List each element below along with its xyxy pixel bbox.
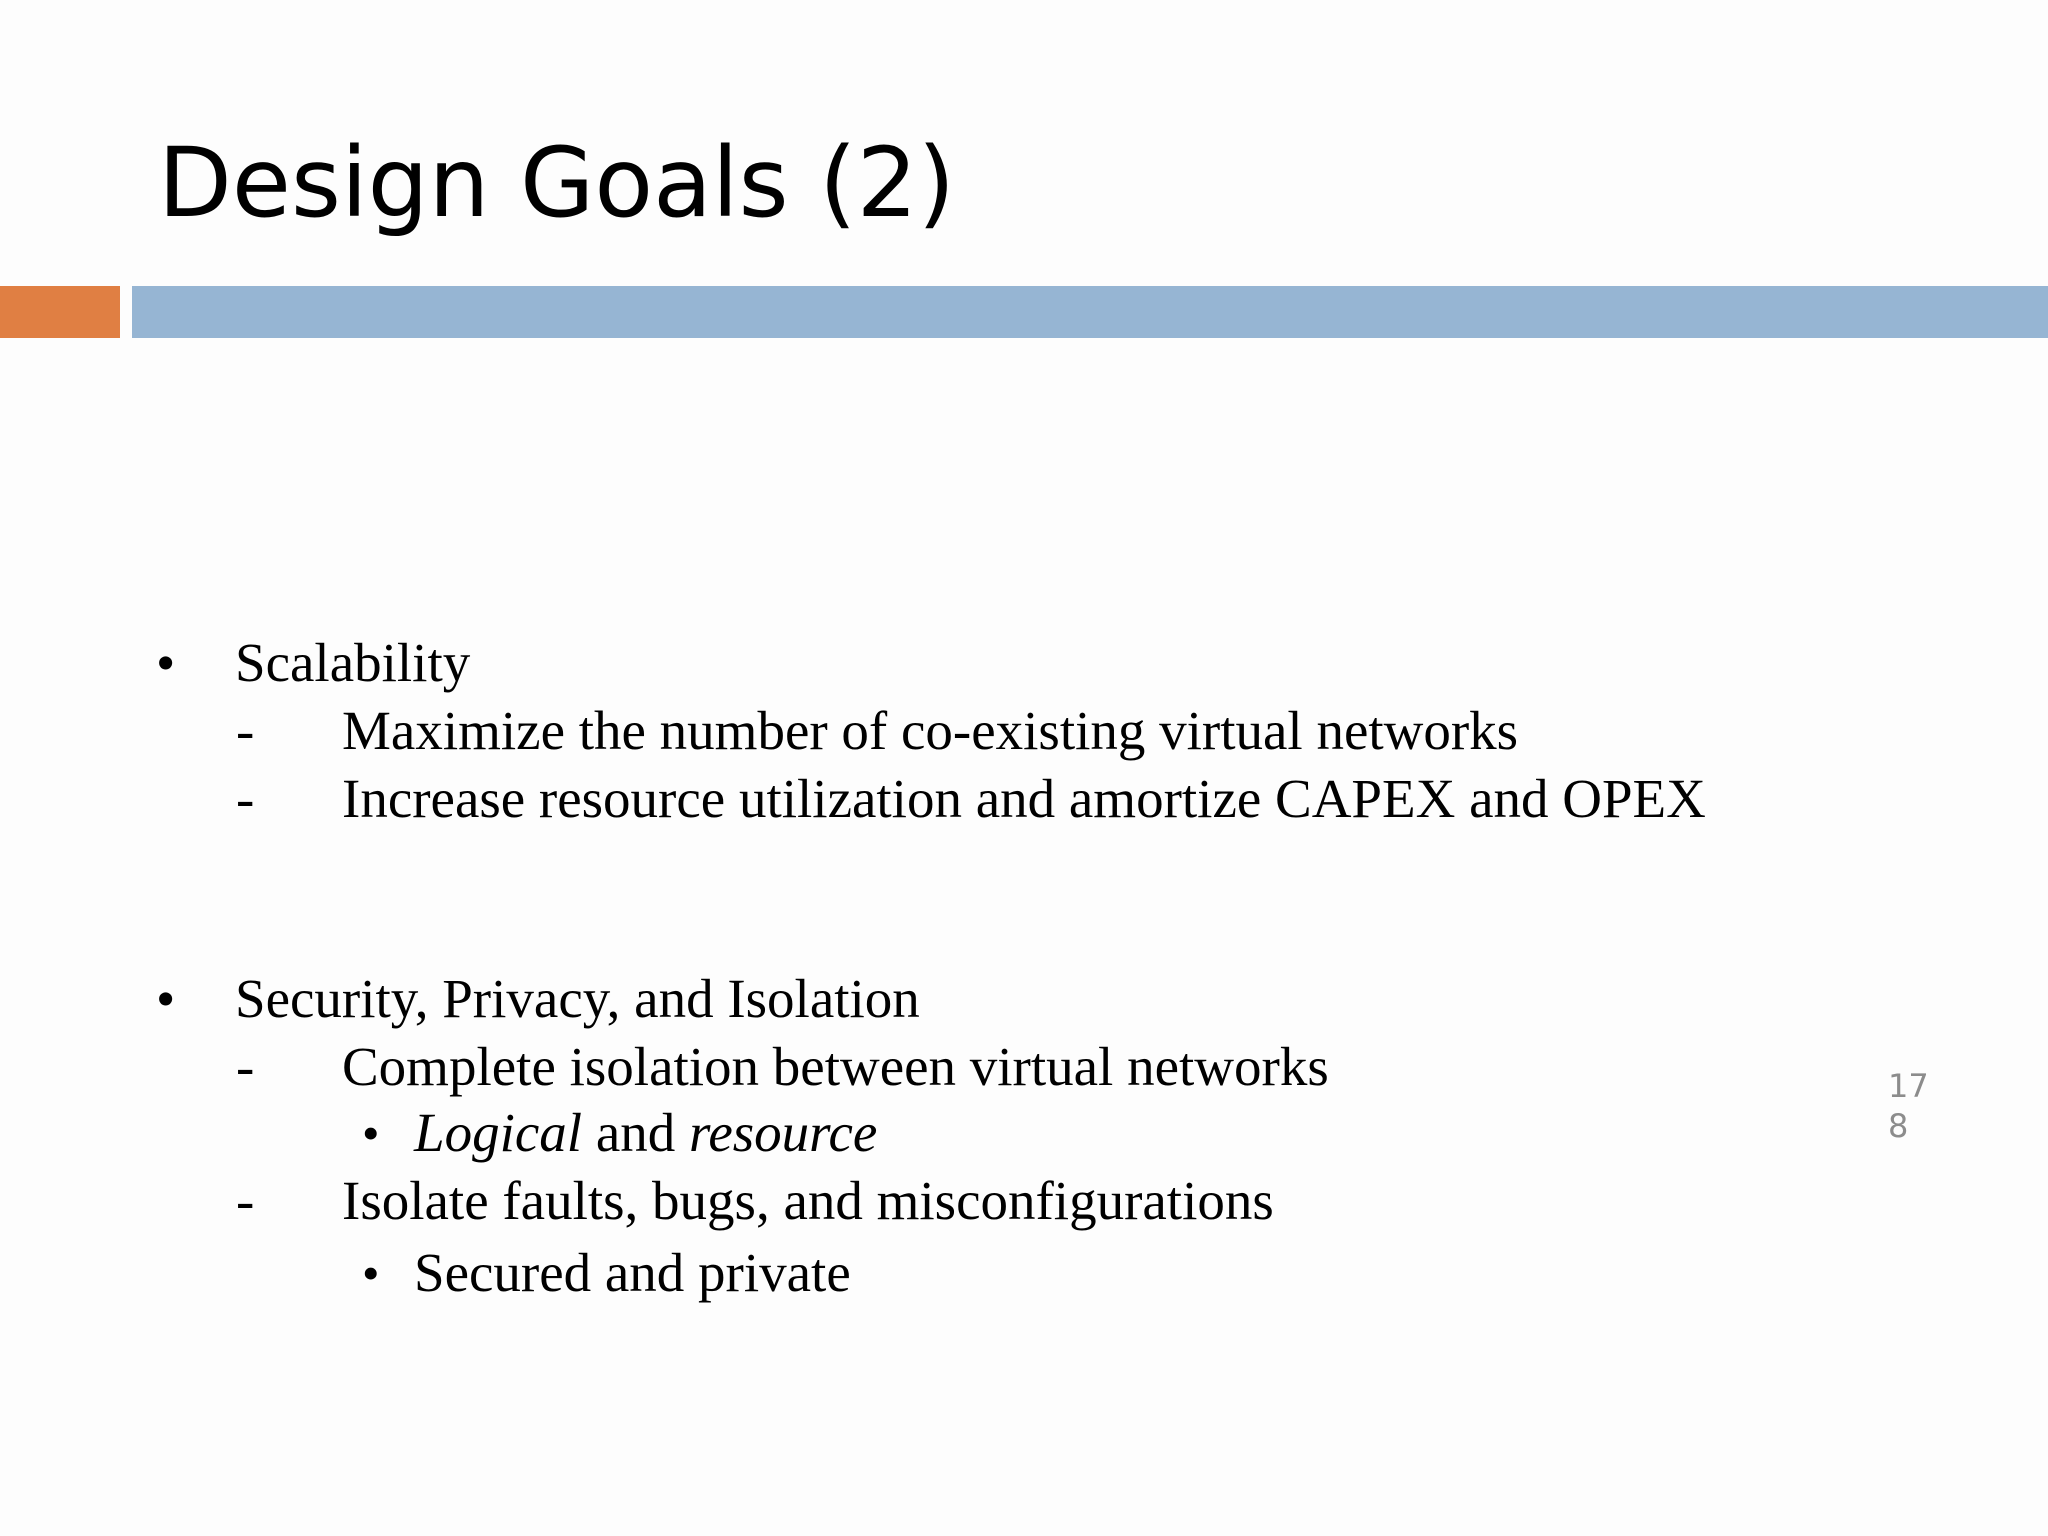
bullet-scalability: Scalability	[235, 632, 471, 693]
sub-sub-item-secured: Secured and private	[414, 1242, 851, 1303]
bullet-marker: •	[362, 1245, 380, 1301]
dash-marker: -	[236, 768, 255, 829]
dash-marker: -	[236, 700, 255, 761]
bullet-marker: •	[362, 1105, 380, 1161]
sub-item-complete-isolation: Complete isolation between virtual networks	[342, 1036, 1329, 1097]
resource-text: resource	[688, 1102, 878, 1163]
slide-title: Design Goals (2)	[158, 127, 956, 239]
sub-item-isolate-faults: Isolate faults, bugs, and misconfigurations	[342, 1170, 1274, 1231]
sub-sub-item-logical-resource	[414, 1100, 877, 1166]
dash-marker: -	[236, 1170, 255, 1231]
bullet-marker: •	[156, 968, 176, 1029]
page-number: 178	[1888, 1067, 1929, 1145]
sub-item-maximize: Maximize the number of co-existing virtual networks	[342, 700, 1519, 761]
dash-marker: -	[236, 1036, 255, 1097]
bullet-security: Security, Privacy, and Isolation	[235, 968, 920, 1029]
sub-item-increase: Increase resource utilization and amortize CAPEX and OPEX	[342, 768, 1706, 829]
logical-text: Logical	[414, 1102, 583, 1163]
and-text: and	[582, 1102, 689, 1163]
bullet-marker: •	[156, 632, 176, 693]
